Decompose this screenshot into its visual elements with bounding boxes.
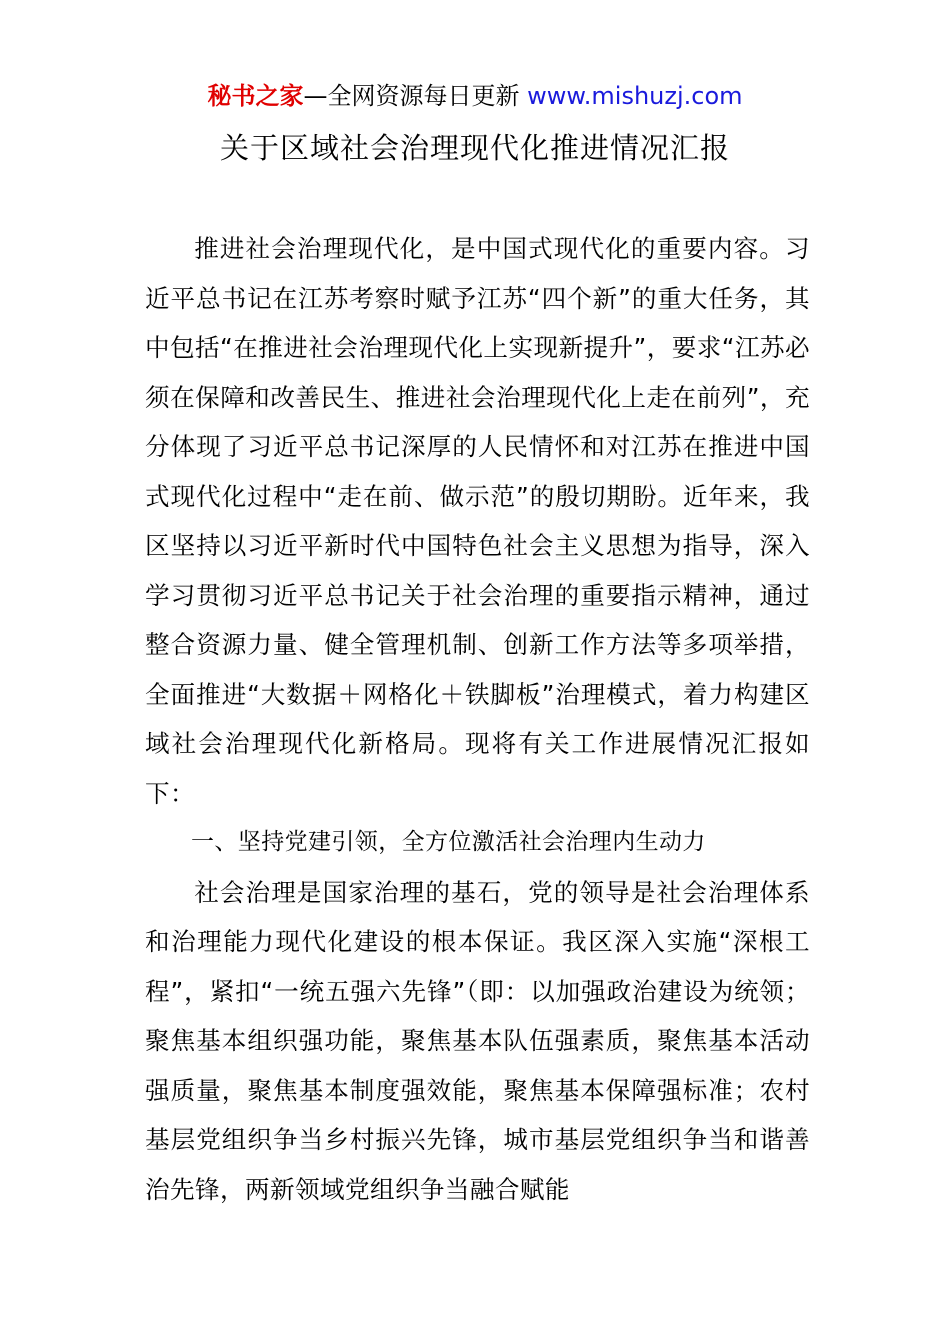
site-url-link[interactable]: www.mishuzj.com [527,82,743,110]
document-body [145,224,810,1214]
site-tagline: —全网资源每日更新 [303,82,528,110]
section-1-paragraph: 社会治理是国家治理的基石，党的领导是社会治理体系和治理能力现代化建设的根本保证。我区深入实施“深根工程”，紧扣“一统五强六先锋”（即：以加强政治建设为统领；聚焦基本组织强功能，聚焦基本队伍强素质，聚焦基本活动强质量，聚焦基本制度强效能，聚焦基本保障强标准；农村基层党组织争当乡村振兴先锋，城市基层党组织争当和谐善治先锋，两新领域党组织争当融合赋能 [145,877,810,1204]
site-header [0,80,950,112]
section-heading-1: 一、坚持党建引领，全方位激活社会治理内生动力 [191,829,706,855]
brand-name: 秘书之家 [207,82,304,110]
intro-paragraph: 推进社会治理现代化，是中国式现代化的重要内容。习近平总书记在江苏考察时赋予江苏“四个新”的重大任务，其中包括“在推进社会治理现代化上实现新提升”，要求“江苏必须在保障和改善民生、推进社会治理现代化上走在前列”，充分体现了习近平总书记深厚的人民情怀和对江苏在推进中国式现代化过程中“走在前、做示范”的殷切期盼。近年来，我区坚持以习近平新时代中国特色社会主义思想为指导，深入学习贯彻习近平总书记关于社会治理的重要指示精神，通过整合资源力量、健全管理机制、创新工作方法等多项举措，全面推进“大数据＋网格化＋铁脚板”治理模式，着力构建区域社会治理现代化新格局。现将有关工作进展情况汇报如下： [145,234,810,808]
document-title: 关于区域社会治理现代化推进情况汇报 [219,131,730,165]
